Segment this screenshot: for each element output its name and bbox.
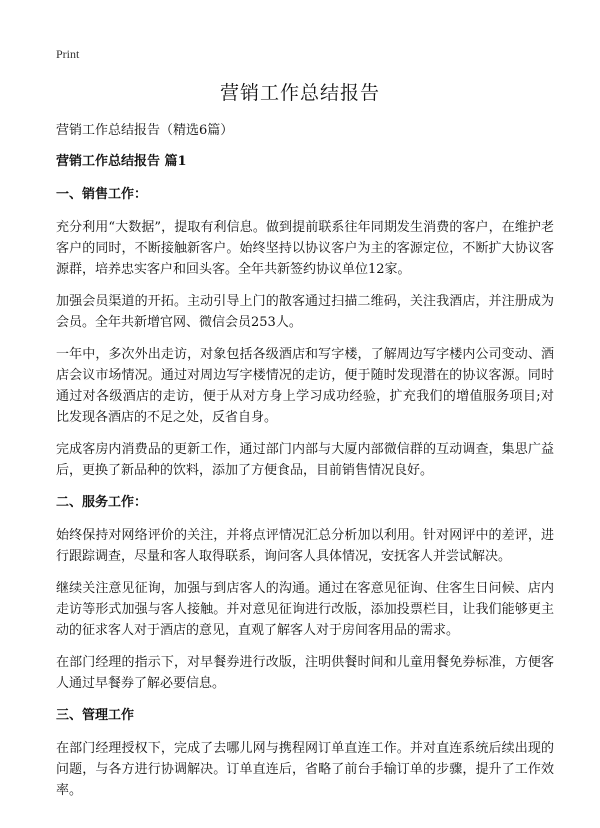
section-heading-management: 三、管理工作 — [56, 708, 135, 723]
document-title: 营销工作总结报告 — [219, 82, 380, 104]
section-heading-service: 二、服务工作： — [56, 495, 148, 510]
section-heading-sales: 一、销售工作： — [56, 187, 148, 202]
paragraph: 一年中，多次外出走访，对象包括各级酒店和写字楼，了解周边写字楼内公司变动、酒店会议市场情况。通过对周边写字楼情况的走访，便于随时发现潜在的协议客源。同时通过对各级酒店的走访，便于从对方身上学习成功经验，扩充我们的增值服务项目;对比发现各酒店的不足之处，反省自身。 — [56, 347, 554, 425]
paragraph: 加强会员渠道的开拓。主动引导上门的散客通过扫描二维码，关注我酒店，并注册成为会员。全年共新增官网、微信会员253人。 — [56, 294, 554, 330]
paragraph: 继续关注意见征询，加强与到店客人的沟通。通过在客意见征询、住客生日问候、店内走访等形式加强与客人接触。并对意见征询进行改版，添加投票栏目，让我们能够更主动的征求客人对于酒店的意见，直观了解客人对于房间客用品的需求。 — [56, 581, 554, 638]
document-subtitle: 营销工作总结报告（精选6篇） — [56, 123, 234, 138]
paragraph: 在部门经理授权下，完成了去哪儿网与携程网订单直连工作。并对直连系统后续出现的问题，与各方进行协调解决。订单直连后，省略了前台手输订单的步骤，提升了工作效率。 — [56, 741, 554, 798]
document-body — [56, 120, 554, 812]
paragraph: 充分利用“大数据”，提取有利信息。做到提前联系往年同期发生消费的客户，在维护老客户的同时，不断接触新客户。始终坚持以协议客户为主的客源定位，不断扩大协议客源群，培养忠实客户和回头客。全年共新签约协议单位12家。 — [56, 220, 554, 277]
paragraph: 完成客房内消费品的更新工作，通过部门内部与大厦内部微信群的互动调查，集思广益后，更换了新品种的饮料，添加了方便食品，目前销售情况良好。 — [56, 442, 554, 478]
print-label[interactable]: Print — [56, 47, 80, 61]
paragraph: 始终保持对网络评价的关注，并将点评情况汇总分析加以利用。针对网评中的差评，进行跟踪调查，尽量和客人取得联系，询问客人具体情况，安抚客人并尝试解决。 — [56, 528, 554, 564]
article-heading: 营销工作总结报告 篇1 — [56, 154, 187, 169]
paragraph: 在部门经理的指示下，对早餐券进行改版，注明供餐时间和儿童用餐免券标准，方便客人通过早餐券了解必要信息。 — [56, 655, 554, 691]
